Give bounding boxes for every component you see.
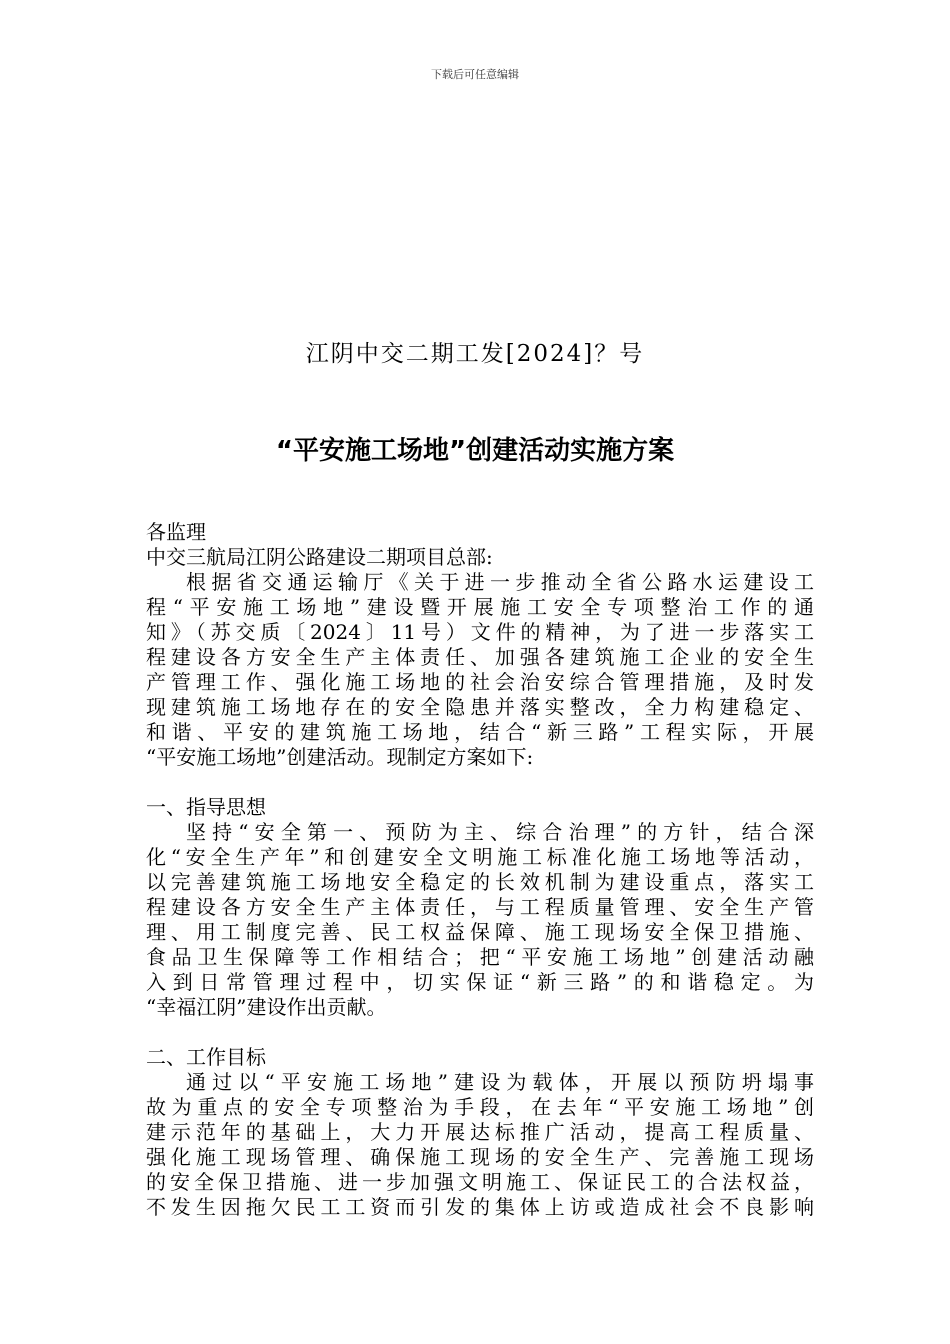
document-title: “平安施工场地”创建活动实施方案 [275,436,675,466]
paragraph-line: 故为重点的安全专项整治为手段，在去年“平安施工场地”创 [146,1095,814,1119]
paragraph-line: 程建设各方安全生产主体责任，与工程质量管理、安全生产管 [146,895,814,919]
paragraph-line: 产管理工作、强化施工场地的社会治安综合管理措施，及时发 [146,670,814,694]
document-body [146,520,814,1220]
paragraph-line: 不发生因拖欠民工工资而引发的集体上访或造成社会不良影响 [146,1195,814,1219]
paragraph-line: 以完善建筑施工场地安全稳定的长效机制为建设重点，落实工 [146,870,814,894]
addressee-line: 各监理 [146,520,206,544]
section-heading: 二、工作目标 [146,1045,266,1069]
addressee-line: 中交三航局江阴公路建设二期项目总部: [146,545,493,569]
paragraph-line: 和谐、平安的建筑施工场地，结合“新三路”工程实际，开展 [146,720,814,744]
paragraph-line: 的安全保卫措施、进一步加强文明施工、保证民工的合法权益， [146,1170,814,1194]
paragraph-line: 食品卫生保障等工作相结合；把“平安施工场地”创建活动融 [146,945,814,969]
paragraph-line: 程“平安施工场地”建设暨开展施工安全专项整治工作的通 [146,595,814,619]
paragraph-line: 强化施工现场管理、确保施工现场的安全生产、完善施工现场 [146,1145,814,1169]
paragraph-line: 知》（苏交质〔2024〕11号）文件的精神，为了进一步落实工 [146,620,814,644]
paragraph-line: 坚持“安全第一、预防为主、综合治理”的方针，结合深 [186,820,814,844]
paragraph-line: 化“安全生产年”和创建安全文明施工标准化施工场地等活动， [146,845,814,869]
paragraph-line: 建示范年的基础上，大力开展达标推广活动，提高工程质量、 [146,1120,814,1144]
section-heading: 一、指导思想 [146,795,266,819]
paragraph-spacer [146,1020,814,1045]
paragraph-line: “平安施工场地”创建活动。现制定方案如下: [146,745,534,769]
paragraph-line: “幸福江阴”建设作出贡献。 [146,995,387,1019]
paragraph-line: 通过以“平安施工场地”建设为载体，开展以预防坍塌事 [186,1070,814,1094]
paragraph-line: 理、用工制度完善、民工权益保障、施工现场安全保卫措施、 [146,920,814,944]
paragraph-line: 程建设各方安全生产主体责任、加强各建筑施工企业的安全生 [146,645,814,669]
document-number: 江阴中交二期工发[2024]？号 [305,341,645,367]
paragraph-line: 现建筑施工场地存在的安全隐患并落实整改，全力构建稳定、 [146,695,814,719]
paragraph-spacer [146,770,814,795]
paragraph-line: 根据省交通运输厅《关于进一步推动全省公路水运建设工 [186,570,814,594]
paragraph-line: 入到日常管理过程中，切实保证“新三路”的和谐稳定。为 [146,970,814,994]
header-note: 下载后可任意编辑 [431,68,519,81]
